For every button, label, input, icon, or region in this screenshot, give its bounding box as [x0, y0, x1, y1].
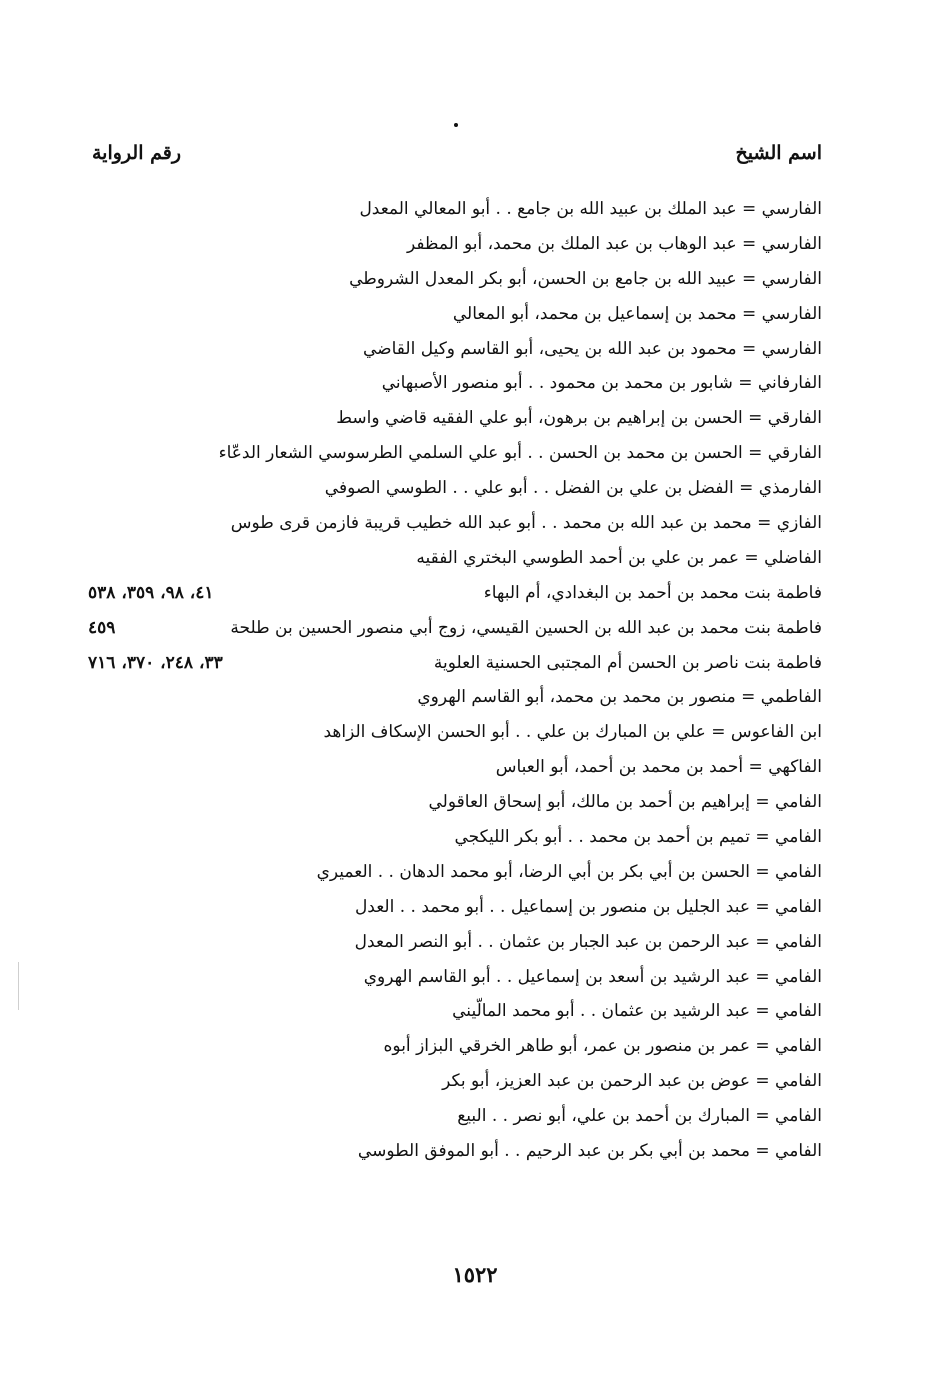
index-entry	[80, 576, 822, 611]
entry-name: الفارسي = عبد الملك بن عبيد الله بن جامع . . أبو المعالي المعدل	[359, 199, 822, 219]
index-entry	[80, 680, 822, 715]
index-entry	[80, 471, 822, 506]
index-entry	[80, 750, 822, 785]
index-entry	[80, 855, 822, 890]
index-entry	[80, 366, 822, 401]
index-entry	[80, 925, 822, 960]
index-entry	[80, 1134, 822, 1169]
entry-name: الفارقي = الحسن بن محمد بن الحسن . . أبو علي السلمي الطرسوسي الشعار الدعّاء	[218, 443, 822, 464]
index-entry	[80, 785, 822, 820]
entry-name: الفارسي = محمد بن إسماعيل بن محمد، أبو المعالي	[452, 303, 822, 324]
entry-name: الفارفاني = شابور بن محمد بن محمود . . أبو منصور الأصبهاني	[381, 373, 822, 394]
entry-name: الفامي = عوض بن عبد الرحمن بن عبد العزيز، أبو بكر	[442, 1071, 822, 1092]
index-entries-list	[80, 192, 822, 1169]
entry-name: الفامي = الحسن بن أبي بكر بن أبي الرضا، أبو محمد الدهان . . العميري	[316, 861, 822, 882]
entry-numbers: ٣٣، ٢٤٨، ٣٧٠، ٧١٦	[88, 652, 223, 673]
entry-name: الفاضلي = عمر بن علي بن أحمد الطوسي البختري الفقيه	[416, 547, 822, 568]
entry-name: الفامي = محمد بن أبي بكر بن عبد الرحيم . . أبو الموفق الطوسي	[357, 1141, 822, 1162]
entry-name: الفارقي = الحسن بن إبراهيم بن برهون، أبو علي الفقيه قاضي واسط	[336, 408, 822, 429]
entry-name: الفامي = تميم بن أحمد بن محمد . . أبو بكر الليكجي	[454, 827, 822, 848]
index-entry	[80, 820, 822, 855]
entry-numbers: ٤٥٩	[88, 617, 116, 638]
entry-name: الفارمذي = الفضل بن علي بن الفضل . . أبو علي . . الطوسي الصوفي	[324, 478, 822, 499]
scan-edge-mark	[18, 962, 19, 1010]
index-entry	[80, 401, 822, 436]
entry-name: الفامي = عبد الرشيد بن أسعد بن إسماعيل . . أبو القاسم الهروي	[363, 966, 822, 987]
entry-name: الفاطمي = منصور بن محمد بن محمد، أبو القاسم الهروي	[417, 687, 822, 708]
index-entry	[80, 227, 822, 262]
entry-name: الفامي = عمر بن منصور بن عمر، أبو طاهر الخرقي البزاز أبوه	[383, 1036, 822, 1057]
entry-name: الفامي = عبد الرحمن بن عبد الجبار بن عثمان . . أبو النصر المعدل	[354, 931, 822, 952]
entry-name: الفامي = المبارك بن أحمد بن علي، أبو نصر . . البيع	[457, 1106, 822, 1127]
index-entry	[80, 715, 822, 750]
index-entry	[80, 994, 822, 1029]
index-entry	[80, 1064, 822, 1099]
index-entry	[80, 506, 822, 541]
index-entry	[80, 611, 822, 646]
entry-name: الفارسي = محمود بن عبد الله بن يحيى، أبو القاسم وكيل القاضي	[363, 338, 822, 359]
entry-name: الفامي = عبد الجليل بن منصور بن إسماعيل . . أبو محمد . . العدل	[354, 896, 822, 917]
index-entry	[80, 297, 822, 332]
entry-name: الفارسي = عبد الوهاب بن عبد الملك بن محمد، أبو المظفر	[406, 233, 822, 254]
entry-name: الفاكهي = أحمد بن محمد بن أحمد، أبو العباس	[495, 757, 822, 778]
entry-name: الفامي = إبراهيم بن أحمد بن مالك، أبو إسحاق العاقولي	[428, 792, 822, 813]
index-entry	[80, 262, 822, 297]
index-entry	[80, 436, 822, 471]
index-entry	[80, 1099, 822, 1134]
index-entry	[80, 960, 822, 995]
entry-name: الفامي = عبد الرشيد بن عثمان . . أبو محمد المالّيني	[452, 1001, 822, 1022]
index-entry	[80, 541, 822, 576]
header-shaykh-name: اسم الشيخ	[735, 142, 822, 164]
index-entry	[80, 332, 822, 367]
entry-name: ابن الفاعوس = علي بن المبارك بن علي . . أبو الحسن الإسكاف الزاهد	[323, 722, 822, 743]
page-number: ١٥٢٢	[452, 1262, 498, 1287]
entry-name: فاطمة بنت محمد بن أحمد بن البغدادي، أم البهاء	[483, 582, 822, 603]
index-entry	[80, 890, 822, 925]
entry-name: فاطمة بنت ناصر بن الحسن أم المجتبى الحسنية العلوية	[433, 652, 822, 673]
entry-name: الفارسي = عبيد الله بن جامع بن الحسن، أبو بكر المعدل الشروطي	[349, 268, 822, 289]
entry-name: فاطمة بنت محمد بن عبد الله بن الحسين القيسي، زوج أبي منصور الحسين بن طلحة	[230, 617, 822, 638]
entry-name: الفازي = محمد بن عبد الله بن محمد . . أبو عبد الله خطيب قريبة فازمن قرى طوس	[230, 513, 822, 534]
index-entry	[80, 1029, 822, 1064]
index-entry	[80, 646, 822, 681]
header-narration-number: رقم الرواية	[92, 142, 181, 164]
top-dot-mark	[454, 123, 458, 127]
entry-numbers: ٤١، ٩٨، ٣٥٩، ٥٣٨	[88, 582, 214, 603]
index-entry	[80, 192, 822, 227]
